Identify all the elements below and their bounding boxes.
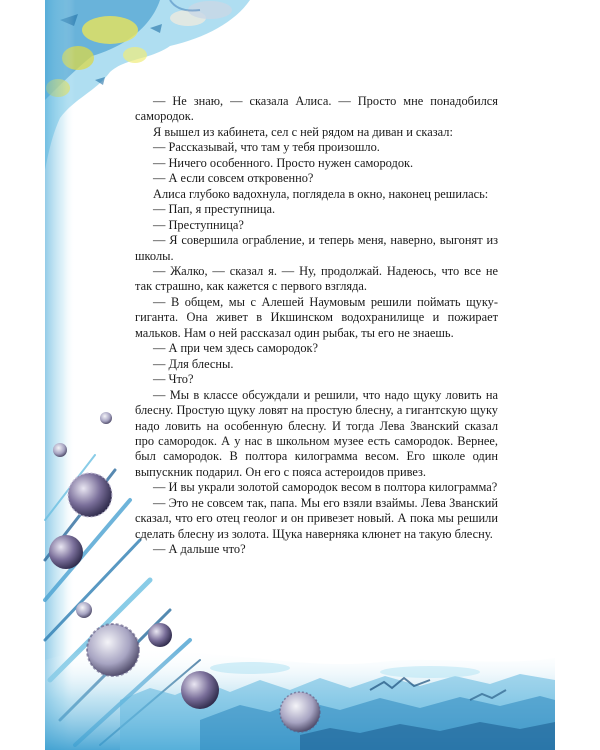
paragraph: — В общем, мы с Алешей Наумовым решили поймать щуку-гиганта. Она живет в Икшинском водохранилище и пожирает мальков. Нам о ней рассказал один рыбак, ты его не знаешь. bbox=[135, 294, 498, 340]
paragraph: — Рассказывай, что там у тебя произошло. bbox=[153, 140, 380, 155]
paragraph: — А если совсем откровенно? bbox=[153, 171, 314, 186]
paragraph: — А при чем здесь самородок? bbox=[153, 341, 319, 356]
paragraph: — Что? bbox=[153, 372, 194, 387]
paragraph: — А дальше что? bbox=[153, 542, 246, 557]
story-text bbox=[135, 94, 498, 558]
paragraph: — И вы украли золотой самородок весом в полтора килограмма? bbox=[153, 480, 498, 495]
paragraph: — Мы в классе обсуждали и решили, что надо щуку ловить на блесну. Простую щуку ловят на простую блесну, а гигантскую щуку надо ловить на особенную блесну. И тогда Лева Званский сказал про самородок. А у нас в школьном музее есть самородок. Вернее, был самородок. В полтора килограмма весом. Его школе один выпускник подарил. Он его с пояса астероидов привез. bbox=[135, 387, 498, 479]
paragraph: — Не знаю, — сказала Алиса. — Просто мне понадобился самородок. bbox=[135, 94, 498, 124]
paragraph: Я вышел из кабинета, сел с ней рядом на диван и сказал: bbox=[153, 124, 453, 139]
paragraph: — Я совершила ограбление, и теперь меня, наверно, выгонят из школы. bbox=[135, 233, 498, 263]
paragraph: — Жалко, — сказал я. — Ну, продолжай. Надеюсь, что все не так страшно, как кажется с первого взгляда. bbox=[135, 263, 498, 294]
paragraph: — Для блесны. bbox=[153, 356, 234, 371]
paragraph: — Преступница? bbox=[153, 217, 244, 232]
paragraph: — Ничего особенного. Просто нужен самородок. bbox=[153, 155, 414, 170]
left-edge-wash bbox=[45, 0, 75, 750]
paragraph: Алиса глубоко вадохнула, поглядела в окно, наконец решилась: bbox=[153, 186, 489, 201]
paragraph: — Пап, я преступница. bbox=[153, 202, 276, 217]
paragraph: — Это не совсем так, папа. Мы его взяли взаймы. Лева Званский сказал, что его отец геолог и он привезет новый. А пока мы решили сделать блесну из золота. Щука наверняка клюнет на такую блесну. bbox=[135, 495, 498, 541]
